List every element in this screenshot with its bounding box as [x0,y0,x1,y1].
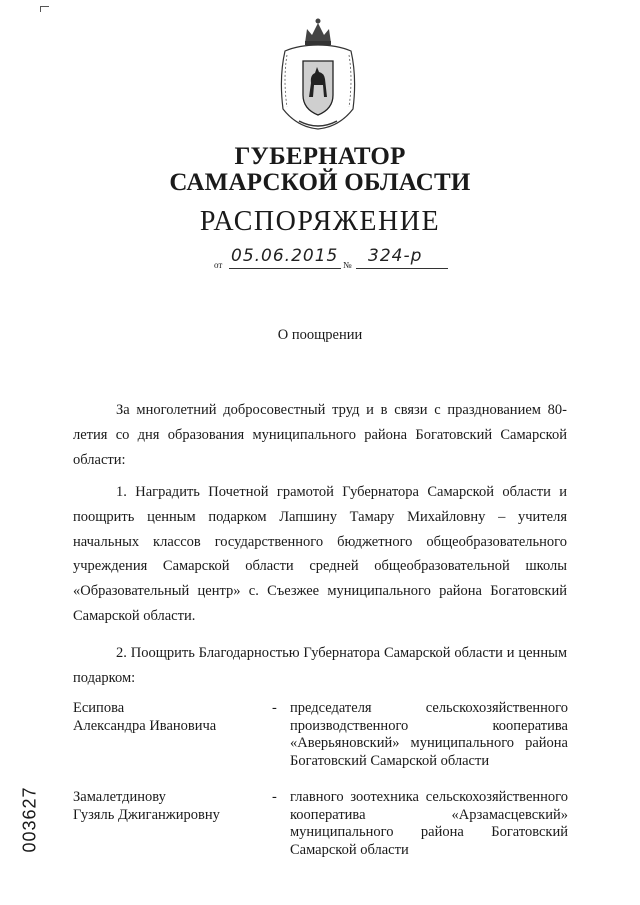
recipient-1-given-names: Александра Ивановича [73,717,217,734]
date-underline [229,268,341,269]
intro-paragraph: За многолетний добросовестный труд и в связи с празднованием 80-летия со дня образования муниципального района Богатовский Самарской области: [73,402,567,468]
item-1-paragraph: 1. Наградить Почетной грамотой Губернатора Самарской области и поощрить ценным подарком Лапшину Тамару Михайловну – учителя начальных классов государственного бюджетного общеобразовательного учреждения Самарской области средней общеобразовательной школы «Образовательный центр» с. Съезжее муниципального района Богатовский Самарской области. [73,484,567,624]
corner-mark [40,6,49,12]
recipient-2-dash: - [272,789,277,805]
serial-number-stamp [10,777,50,861]
header-title-line1: ГУБЕРНАТОР [234,143,406,170]
serial-number: 003627 [19,785,40,853]
number-underline [356,268,448,269]
document-type-title: РАСПОРЯЖЕНИЕ [199,206,441,237]
date-prefix: от [214,260,223,270]
recipient-2-given-names: Гузяль Джиганжировну [73,806,220,823]
document-number: 324-р [368,246,423,266]
recipient-2-description: главного зоотехника сельскохозяйственного кооператива «Арзамасцевский» муниципального района Богатовский Самарской области [290,789,568,858]
recipient-1-name [73,700,263,735]
document-subject: О поощрении [277,327,363,343]
coat-of-arms-icon [277,17,359,133]
recipient-2-surname: Замалетдинову [73,789,166,805]
item-2-paragraph: 2. Поощрить Благодарностью Губернатора Самарской области и ценным подарком: [73,645,567,686]
recipient-1-surname: Есипова [73,700,125,716]
recipient-2-name [73,789,263,824]
document-date: 05.06.2015 [231,246,339,266]
header-title-line2: САМАРСКОЙ ОБЛАСТИ [169,169,471,196]
recipient-1-dash: - [272,700,277,716]
date-number-line [214,248,454,274]
recipient-1-description: председателя сельскохозяйственного производственного кооператива «Аверьяновский» муниципального района Богатовский Самарской области [290,700,568,769]
number-prefix: № [343,260,352,270]
